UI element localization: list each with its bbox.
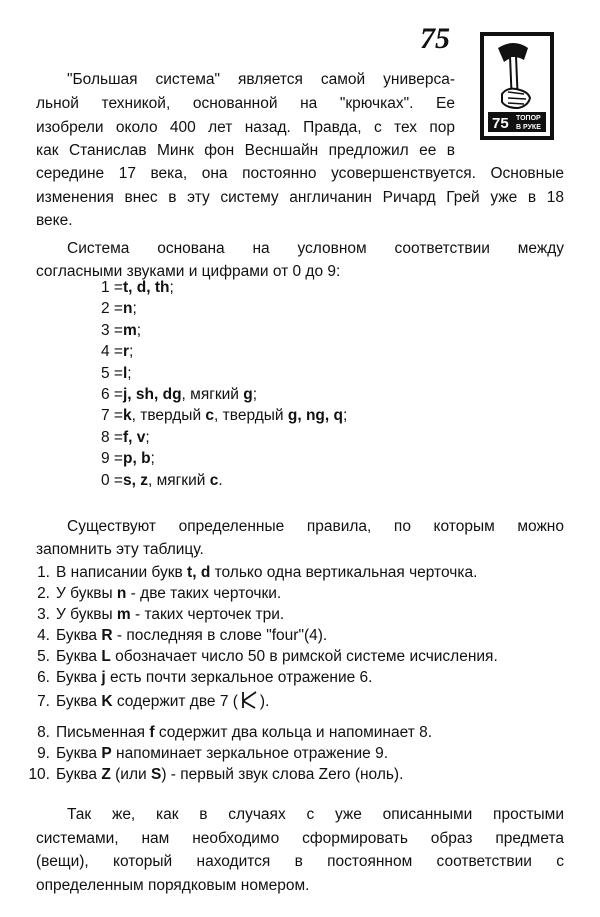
text-segment: ). [259,693,270,710]
highlighted-letters: j, sh, dg [122,386,182,403]
page-number: 75 [420,22,450,55]
text-segment: . [218,471,223,489]
basis-line-1: Система основана на условном соответствии между [67,240,564,257]
rules-intro-line-1: Существуют определенные правила, по которым можно [67,518,564,535]
logo-text-line1: ТОПОР [516,115,541,122]
rule-line-number: 10. [28,766,50,783]
logo-text-line2: В РУКЕ [516,124,541,131]
highlighted-letters: g, ng, q [287,407,343,425]
highlighted-letters: K [101,693,113,710]
highlighted-letters: j [101,669,106,686]
text-segment: содержит две 7 ( [112,693,238,710]
text-segment: Письменная [56,724,150,741]
text-segment: Буква [56,648,102,665]
text-segment: У буквы [56,585,117,602]
axe-in-hand-logo [480,32,554,140]
rule-line-number: 6. [37,669,50,686]
text-segment: ; [136,321,142,339]
text-segment: , мягкий [181,386,244,403]
mapping-line-10 [101,471,223,491]
text-segment: Буква [56,627,102,644]
mapping-line-number: 4 = [101,343,123,361]
mapping-line-6 [101,385,257,405]
rule-line-4 [22,626,327,646]
intro-line-4: как Станислав Минк фон Весншайн предложил ее в [36,142,455,159]
closing-line-3: (вещи), который находится в постоянном соответствии с [36,853,564,870]
highlighted-letters: m [116,606,131,623]
highlighted-letters: n [122,300,133,318]
highlighted-letters: R [101,627,113,644]
mapping-line-8 [101,428,150,448]
closing-line-4: определенным порядковым номером. [36,877,310,894]
mapping-line-number: 5 = [101,364,123,382]
mapping-line-3 [101,321,141,341]
highlighted-letters: P [101,745,112,762]
closing-line-1: Так же, как в случаях с уже описанными простыми [67,806,564,823]
highlighted-letters: m [122,321,137,339]
highlighted-letters: r [122,343,130,361]
intro-line-2: льной техникой, основанной на "крючках". Ее [36,95,455,112]
rule-line-2 [22,584,281,604]
intro-line-6: изменения внес в эту систему англичанин Ричард Грей уже в 18 [36,189,564,206]
highlighted-letters: L [101,648,111,665]
rule-line-number: 2. [37,585,50,602]
text-segment: только одна вертикальная черточка. [210,564,478,581]
basis-line-2: согласными звуками и цифрами от 0 до 9: [36,263,341,280]
text-segment: ; [252,386,258,403]
highlighted-letters: c [205,407,215,425]
text-segment: , твердый [214,407,288,425]
text-segment: напоминает зеркальное отражение 9. [111,745,389,762]
highlighted-letters: t, d, th [122,279,170,296]
mapping-line-4 [101,342,133,362]
rule-line-1 [22,563,477,583]
text-segment: ; [145,428,150,446]
text-segment: ; [127,364,132,382]
mapping-line-number: 7 = [101,407,123,425]
logo-number: 75 [492,115,509,132]
text-segment: В написании букв [56,564,188,581]
text-segment: ; [132,300,137,318]
text-segment: есть почти зеркальное отражение 6. [105,669,373,686]
text-segment: обозначает число 50 в римской системе исчисления. [110,648,498,665]
rule-line-number: 4. [37,627,50,644]
highlighted-letters: S [150,766,162,783]
mapping-line-5 [101,364,132,384]
text-segment: ; [342,407,348,425]
text-segment: Буква [56,766,102,783]
rule-line-number: 8. [37,724,50,741]
rule-line-7 [22,690,269,712]
k-as-two-sevens-icon [238,690,260,710]
mapping-line-2 [101,299,137,319]
text-segment: Буква [56,693,102,710]
mapping-line-number: 6 = [101,386,123,403]
highlighted-letters: t, d [187,564,211,581]
highlighted-letters: f [149,724,155,741]
text-segment: - таких черточек три. [130,606,285,623]
mapping-line-9 [101,449,155,469]
axe-icon [480,32,554,140]
mapping-line-number: 8 = [101,428,123,446]
highlighted-letters: f, v [122,428,146,446]
rule-line-number: 7. [37,693,50,710]
intro-line-1: "Большая система" является самой универса- [67,71,455,88]
rule-line-5 [22,647,498,667]
text-segment: ) - первый звук слова Zero (ноль). [161,766,404,783]
text-segment: , мягкий [147,471,210,489]
rule-line-6 [22,668,372,688]
mapping-line-number: 3 = [101,321,123,339]
mapping-line-1 [101,278,174,298]
rule-line-number: 5. [37,648,50,665]
text-segment: , твердый [131,407,206,425]
rule-line-number: 3. [37,606,50,623]
text-segment: Буква [56,745,102,762]
rule-line-8 [22,723,432,743]
mapping-line-number: 2 = [101,300,123,318]
text-segment: ; [169,279,174,296]
highlighted-letters: p, b [122,450,151,468]
text-segment: (или [110,766,151,783]
rule-line-9 [22,744,388,764]
mapping-line-number: 0 = [101,471,123,489]
highlighted-letters: k [122,407,132,425]
highlighted-letters: l [122,364,128,382]
highlighted-letters: s, z [122,471,148,489]
intro-line-3: изобрели около 400 лет назад. Правда, с тех пор [36,119,455,136]
highlighted-letters: Z [101,766,111,783]
text-segment: ; [129,343,134,361]
text-segment: содержит два кольца и напоминает 8. [154,724,433,741]
mapping-line-number: 1 = [101,279,123,296]
highlighted-letters: n [116,585,127,602]
mapping-line-7 [101,406,347,426]
intro-line-7: веке. [36,212,73,229]
closing-line-2: системами, нам необходимо сформировать образ предмета [36,830,564,847]
text-segment: ; [150,450,155,468]
rules-intro-line-2: запомнить эту таблицу. [36,541,204,558]
mapping-line-number: 9 = [101,450,123,468]
rule-line-3 [22,605,284,625]
rule-line-number: 1. [37,564,50,581]
text-segment: Буква [56,669,102,686]
text-segment: - последняя в слове "four"(4). [112,627,328,644]
highlighted-letters: g [243,386,253,403]
text-segment: - две таких черточки. [126,585,282,602]
rule-line-10 [22,765,403,785]
rule-line-number: 9. [37,745,50,762]
intro-line-5: середине 17 века, она постоянно усовершенствуется. Основные [36,165,564,182]
text-segment: У буквы [56,606,117,623]
highlighted-letters: c [209,471,219,489]
